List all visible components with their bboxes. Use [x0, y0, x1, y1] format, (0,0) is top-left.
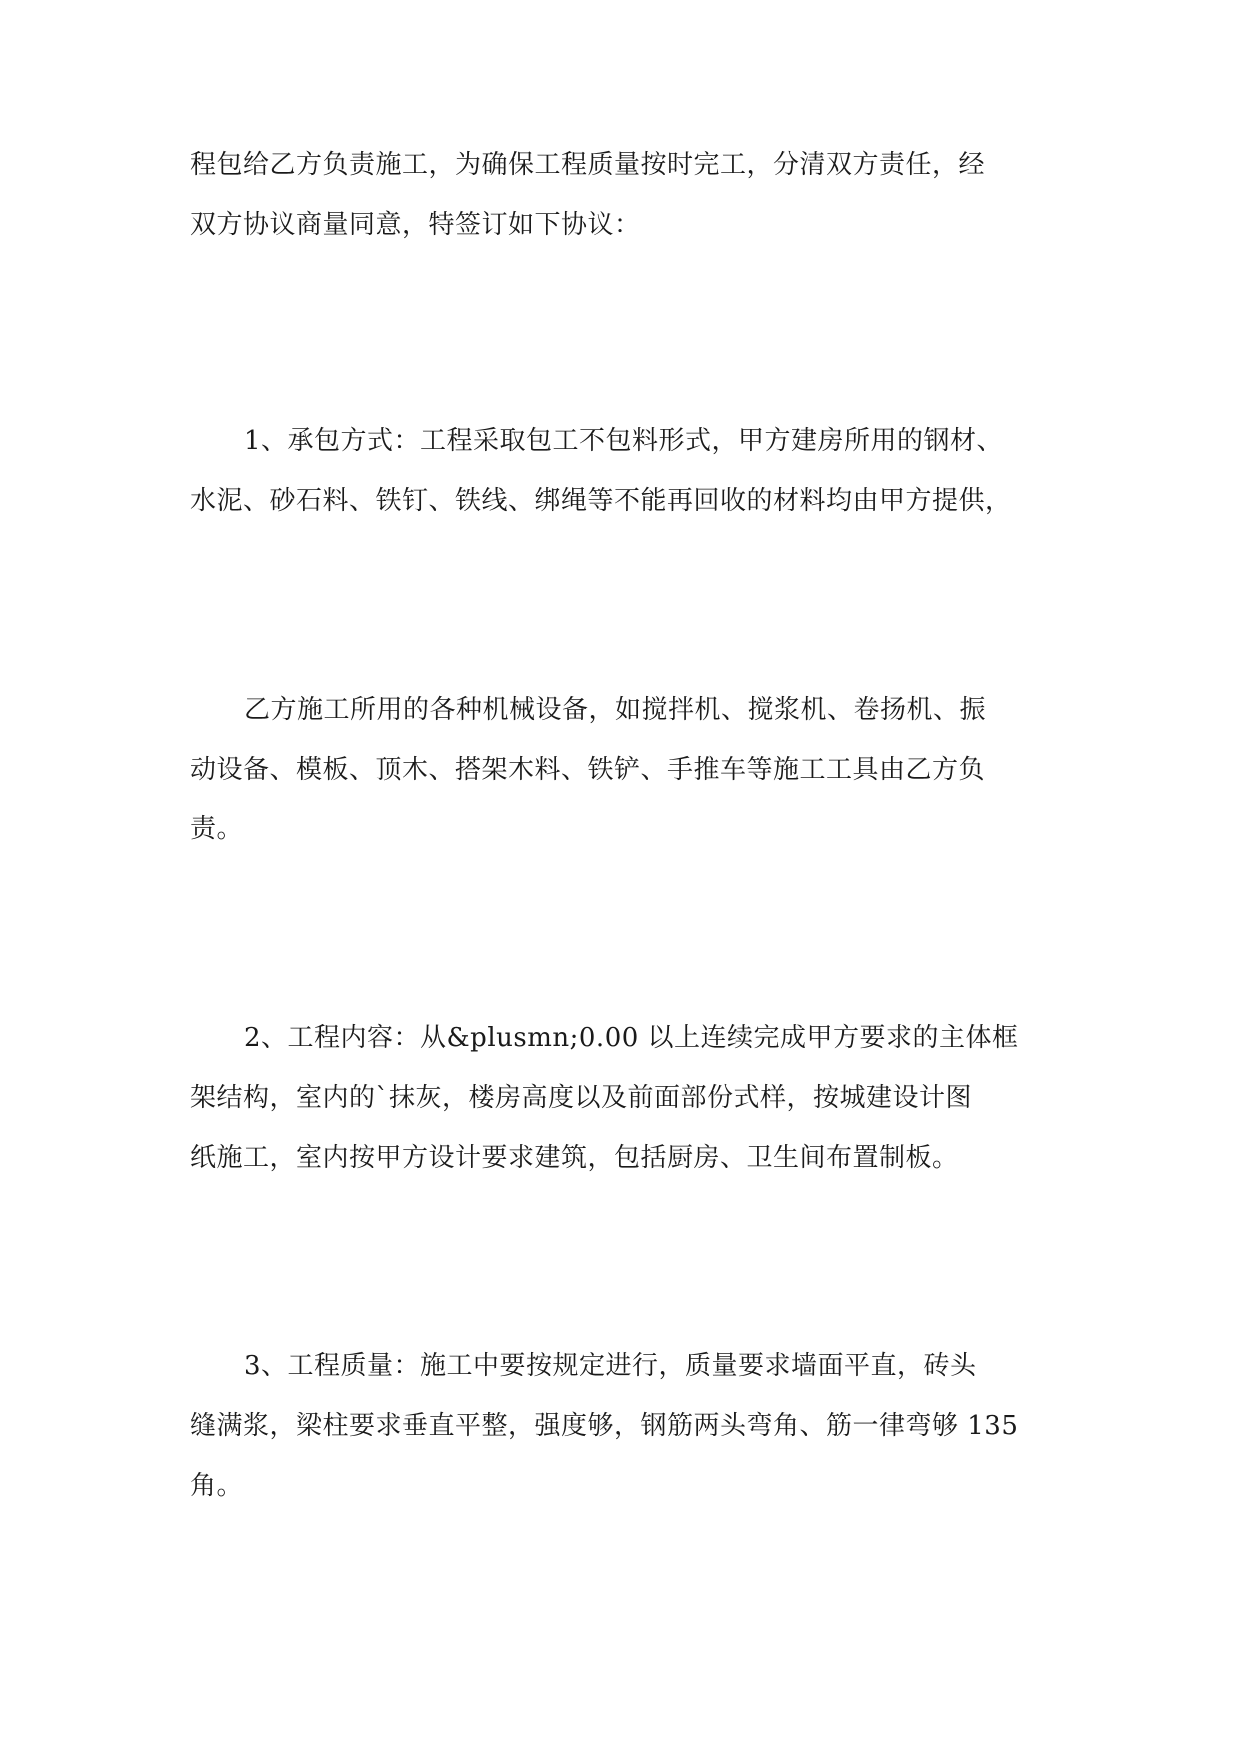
paragraph-intro-line-2: 双方协议商量同意，特签订如下协议： [190, 210, 641, 240]
paragraph-scope-line-1: 2、工程内容：从&plusmn;0.00 以上连续完成甲方要求的主体框 [244, 1023, 1019, 1053]
paragraph-equipment-line-2: 动设备、模板、顶木、搭架木料、铁铲、手推车等施工工具由乙方负 [190, 755, 986, 785]
paragraph-equipment-line-3: 责。 [190, 814, 244, 844]
paragraph-scope-line-2: 架结构，室内的`抹灰，楼房高度以及前面部份式样，按城建设计图 [190, 1083, 973, 1113]
paragraph-quality-line-2: 缝满浆，梁柱要求垂直平整，强度够，钢筋两头弯角、筋一律弯够 135 [190, 1411, 1019, 1441]
paragraph-intro-line-1: 程包给乙方负责施工，为确保工程质量按时完工，分清双方责任，经 [190, 150, 986, 180]
paragraph-quality-line-1: 3、工程质量：施工中要按规定进行，质量要求墙面平直，砖头 [244, 1351, 977, 1381]
paragraph-scope-line-3: 纸施工，室内按甲方设计要求建筑，包括厨房、卫生间布置制板。 [190, 1143, 959, 1173]
paragraph-contract-method-line-2: 水泥、砂石料、铁钉、铁线、绑绳等不能再回收的材料均由甲方提供， [190, 486, 1012, 516]
paragraph-equipment-line-1: 乙方施工所用的各种机械设备，如搅拌机、搅浆机、卷扬机、振 [244, 695, 987, 725]
paragraph-quality-line-3: 角。 [190, 1471, 244, 1501]
paragraph-contract-method-line-1: 1、承包方式：工程采取包工不包料形式，甲方建房所用的钢材、 [244, 426, 1004, 456]
